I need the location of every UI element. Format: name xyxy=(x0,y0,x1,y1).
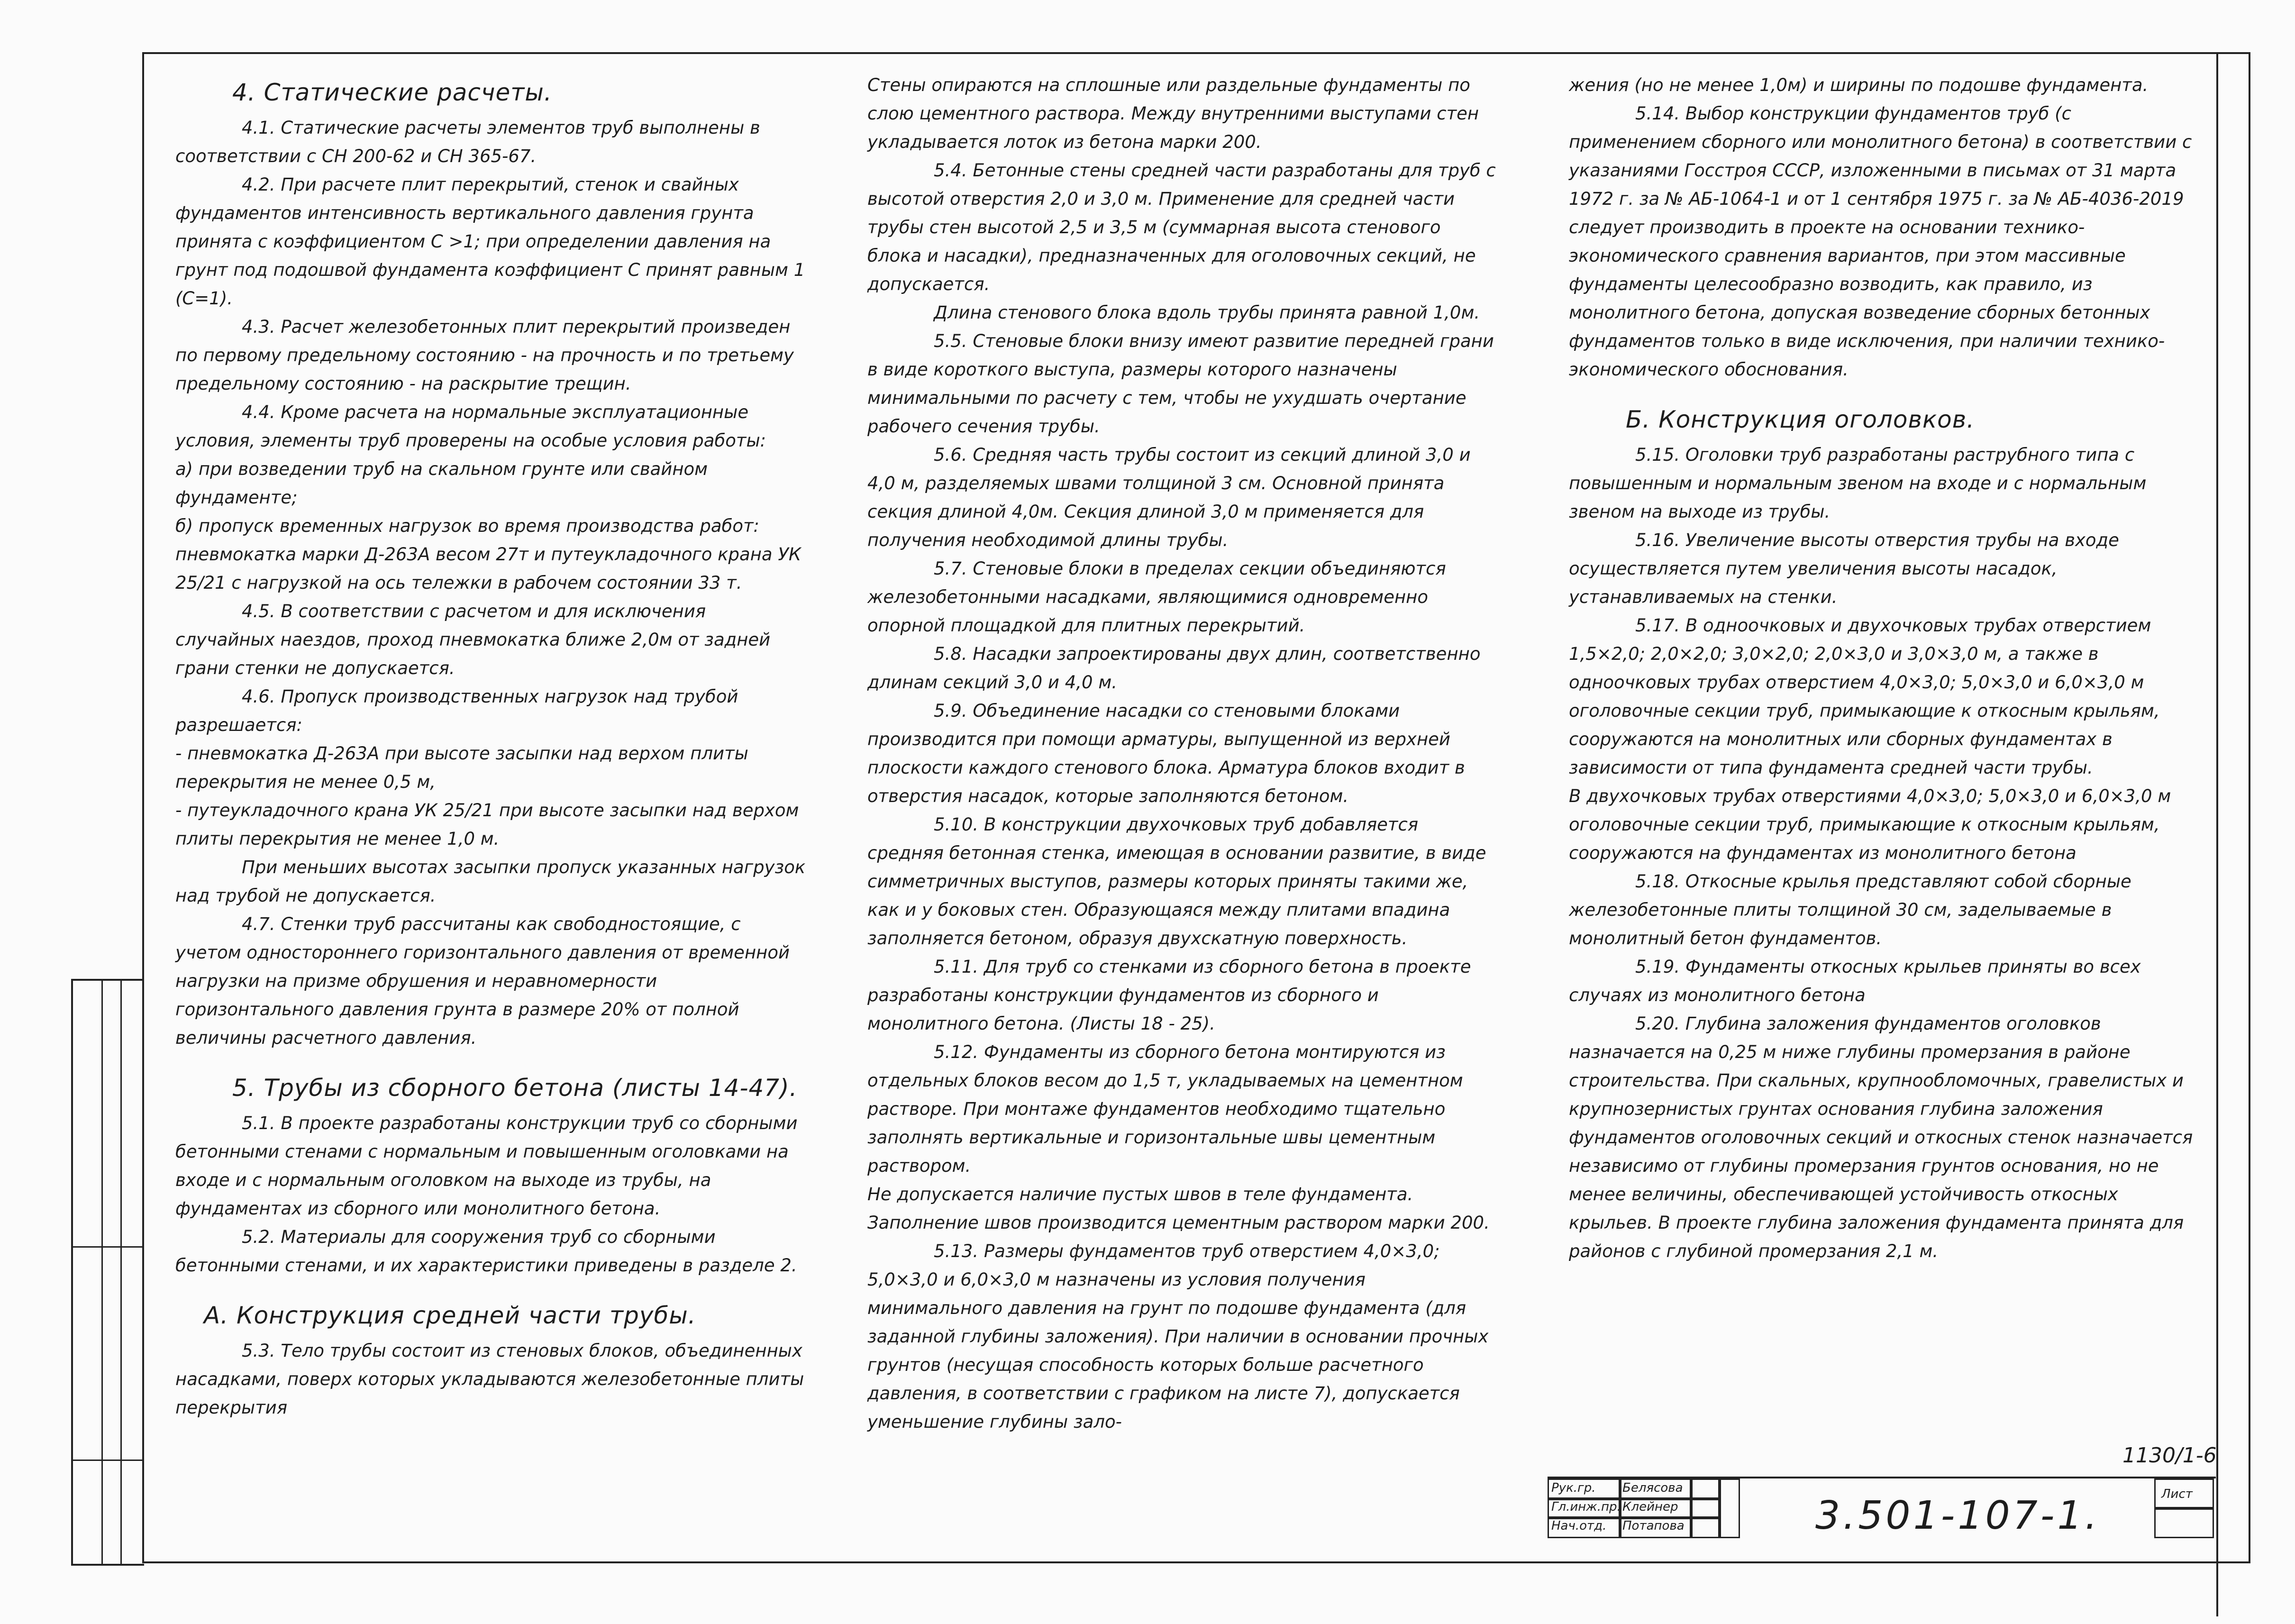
paragraph-5-3: 5.3. Тело трубы состоит из стеновых блоков, объединенных насадками, поверх которых укладываются железобетонные плиты перекрытия xyxy=(175,1341,804,1418)
section-heading-a: А. Конструкция средней части трубы. xyxy=(204,1302,696,1329)
paragraph-4-4b: б) пропуск временных нагрузок во время производства работ: пневмокатка марки Д-263А весом 27т и путеукладочного крана УК 25/21 с нагрузкой на ось тележки в рабочем состоянии 33 т. xyxy=(175,516,801,593)
sheet-id: 1130/1-6 xyxy=(2122,1443,2217,1468)
paragraph-5-12: 5.12. Фундаменты из сборного бетона монтируются из отдельных блоков весом до 1,5 т, укладываемых на цементном растворе. При монтаже фундаментов необходимо тщательно заполнять вертикальные и горизонтальные швы цементным раствором. xyxy=(867,1042,1463,1176)
paragraph-5-4: 5.4. Бетонные стены средней части разработаны для труб с высотой отверстия 2,0 и 3,0 м. Применение для средней части трубы стен высотой 2,5 и 3,5 м (суммарная высота стенового блока и насадки), предназначенных для оголовочных секций, не допускается. xyxy=(867,160,1496,294)
paragraph-5-13: 5.13. Размеры фундаментов труб отверстием 4,0×3,0; 5,0×3,0 и 6,0×3,0 м назначены из условия получения минимального давления на грунт по подошве фундамента (для заданной глубины заложения). При наличии в основании прочных грунтов (несущая способность которых больше расчетного давления, в соответствии с графиком на листе 7), допускается уменьшение глубины зало- xyxy=(867,1241,1489,1432)
paragraph-5-16: 5.16. Увеличение высоты отверстия трубы на входе осуществляется путем увеличения высоты насадок, устанавливаемых на стенки. xyxy=(1569,530,2119,607)
stamp-name-1: Белясова xyxy=(1622,1481,1683,1495)
paragraph-4-6a: - пневмокатка Д-263А при высоте засыпки над верхом плиты перекрытия не менее 0,5 м, xyxy=(175,743,748,792)
stamp-role-1: Рук.гр. xyxy=(1551,1481,1596,1495)
paragraph-5-12b: Не допускается наличие пустых швов в теле фундамента. Заполнение швов производится цементным раствором марки 200. xyxy=(867,1184,1490,1233)
paragraph-4-4a: а) при возведении труб на скальном грунте или свайном фундаменте; xyxy=(175,459,708,508)
document-code: 3.501-107-1. xyxy=(1815,1493,2100,1538)
paragraph-5-4b: Длина стенового блока вдоль трубы принята равной 1,0м. xyxy=(934,302,1480,323)
section-heading-5: 5. Трубы из сборного бетона (листы 14-47). xyxy=(232,1074,798,1102)
paragraph-5-18: 5.18. Откосные крылья представляют собой сборные железобетонные плиты толщиной 30 см, заделываемые в монолитный бетон фундаментов. xyxy=(1569,871,2131,949)
text-column-1 xyxy=(175,71,806,1422)
stamp-name-2: Клейнер xyxy=(1622,1500,1678,1514)
section-heading-4: 4. Статические расчеты. xyxy=(232,79,552,106)
paragraph-5-3-cont: Стены опираются на сплошные или раздельные фундаменты по слою цементного раствора. Между внутренними выступами стен укладывается лоток из бетона марки 200. xyxy=(867,75,1479,152)
paragraph-4-6c: При меньших высотах засыпки пропуск указанных нагрузок над трубой не допускается. xyxy=(175,857,806,906)
paragraph-5-11: 5.11. Для труб со стенками из сборного бетона в проекте разработаны конструкции фундаментов из сборного и монолитного бетона. (Листы 18 - 25). xyxy=(867,957,1471,1034)
stamp-sheet-label: Лист xyxy=(2161,1487,2193,1501)
paragraph-5-14: 5.14. Выбор конструкции фундаментов труб (с применением сборного или монолитного бетона) в соответствии с указаниями Госстроя СССР, изложенными в письмах от 31 марта 1972 г. за № АБ-1064-1 и от 1 сентября 1975 г. за № АБ-4036-2019 следует производить в проекте на основании технико-экономического сравнения вариантов, при этом массивные фундаменты целесообразно возводить, как правило, из монолитного бетона, допуская возведение сборных бетонных фундаментов только в виде исключения, при наличии технико-экономического обоснования. xyxy=(1569,103,2192,380)
paragraph-5-2: 5.2. Материалы для сооружения труб со сборными бетонными стенами, и их характеристики приведены в разделе 2. xyxy=(175,1227,797,1276)
paragraph-5-5: 5.5. Стеновые блоки внизу имеют развитие передней грани в виде короткого выступа, размеры которого назначены минимальными по расчету с тем, чтобы не ухудшать очертание рабочего сечения трубы. xyxy=(867,331,1494,437)
text-column-2 xyxy=(867,71,1498,1436)
paragraph-4-5: 4.5. В соответствии с расчетом и для исключения случайных наездов, проход пневмокатка ближе 2,0м от задней грани стенки не допускается. xyxy=(175,601,771,678)
paragraph-5-10: 5.10. В конструкции двухочковых труб добавляется средняя бетонная стенка, имеющая в основании развитие, в виде симметричных выступов, размеры которых приняты такими же, как и у боковых стен. Образующаяся между плитами впадина заполняется бетоном, образуя двухскатную поверхность. xyxy=(867,814,1486,949)
paragraph-5-8: 5.8. Насадки запроектированы двух длин, соответственно длинам секций 3,0 и 4,0 м. xyxy=(867,644,1481,693)
paragraph-5-20: 5.20. Глубина заложения фундаментов оголовков назначается на 0,25 м ниже глубины промерзания в районе строительства. При скальных, крупнообломочных, гравелистых и крупнозернистых грунтах основания глубина заложения фундаментов оголовочных секций и откосных стенок назначается независимо от глубины промерзания грунтов основания, но не менее величины, обеспечивающей устойчивость откосных крыльев. В проекте глубина заложения фундамента принята для районов с глубиной промерзания 2,1 м. xyxy=(1569,1013,2193,1261)
paragraph-5-15: 5.15. Оголовки труб разработаны раструбного типа с повышенным и нормальным звеном на входе и с нормальным звеном на выходе из трубы. xyxy=(1569,445,2147,522)
paragraph-4-6: 4.6. Пропуск производственных нагрузок над трубой разрешается: xyxy=(175,686,738,735)
stamp-role-2: Гл.инж.пр. xyxy=(1551,1500,1621,1514)
paragraph-5-6: 5.6. Средняя часть трубы состоит из секций длиной 3,0 и 4,0 м, разделяемых швами толщиной 3 см. Основной принята секция длиной 4,0м. Секция длиной 3,0 м применяется для получения необходимой длины трубы. xyxy=(867,445,1471,550)
paragraph-5-1: 5.1. В проекте разработаны конструкции труб со сборными бетонными стенами с нормальным и повышенным оголовками на входе и с нормальным оголовком на выходе из трубы, на фундаментах из сборного или монолитного бетона. xyxy=(175,1113,798,1219)
paragraph-5-9: 5.9. Объединение насадки со стеновыми блоками производится при помощи арматуры, выпущенной из верхней плоскости каждого стенового блока. Арматура блоков входит в отверстия насадок, которые заполняются бетоном. xyxy=(867,701,1465,806)
paragraph-4-6b: - путеукладочного крана УК 25/21 при высоте засыпки над верхом плиты перекрытия не менее 1,0 м. xyxy=(175,800,799,849)
text-column-3 xyxy=(1569,71,2199,1266)
stamp-role-3: Нач.отд. xyxy=(1551,1519,1607,1533)
paragraph-4-2: 4.2. При расчете плит перекрытий, стенок и свайных фундаментов интенсивность вертикального давления грунта принята с коэффициентом С >1; при определении давления на грунт под подошвой фундамента коэффициент С принят равным 1 (С=1). xyxy=(175,174,805,309)
paragraph-4-4: 4.4. Кроме расчета на нормальные эксплуатационные условия, элементы труб проверены на особые условия работы: xyxy=(175,402,766,451)
paragraph-5-17: 5.17. В одноочковых и двухочковых трубах отверстием 1,5×2,0; 2,0×2,0; 3,0×2,0; 2,0×3,0 и 3,0×3,0 м, а также в одноочковых трубах отверстием 4,0×3,0; 5,0×3,0 и 6,0×3,0 м оголовочные секции труб, примыкающие к откосным крыльям, сооружаются на монолитных или сборных фундаментах в зависимости от типа фундамента средней части трубы. xyxy=(1569,615,2160,778)
paragraph-4-1: 4.1. Статические расчеты элементов труб выполнены в соответствии с СН 200-62 и СН 365-67. xyxy=(175,118,760,166)
paragraph-5-19: 5.19. Фундаменты откосных крыльев приняты во всех случаях из монолитного бетона xyxy=(1569,957,2141,1005)
paragraph-4-7: 4.7. Стенки труб рассчитаны как свободностоящие, с учетом одностороннего горизонтального давления от временной нагрузки на призме обрушения и неравномерности горизонтального давления грунта в размере 20% от полной величины расчетного давления. xyxy=(175,914,790,1048)
paragraph-5-17b: В двухочковых трубах отверстиями 4,0×3,0; 5,0×3,0 и 6,0×3,0 м оголовочные секции труб, примыкающие к откосным крыльям, сооружаются на фундаментах из монолитного бетона xyxy=(1569,786,2171,863)
section-heading-b: Б. Конструкция оголовков. xyxy=(1626,406,1975,433)
paragraph-4-3: 4.3. Расчет железобетонных плит перекрытий произведен по первому предельному состоянию - на прочность и по третьему предельному состоянию - на раскрытие трещин. xyxy=(175,317,794,394)
left-margin-table xyxy=(71,979,144,1566)
paragraph-5-7: 5.7. Стеновые блоки в пределах секции объединяются железобетонными насадками, являющимися одновременно опорной площадкой для плитных перекрытий. xyxy=(867,558,1446,636)
stamp-name-3: Потапова xyxy=(1622,1519,1685,1533)
right-border-line xyxy=(2216,52,2218,1616)
paragraph-5-13-cont: жения (но не менее 1,0м) и ширины по подошве фундамента. xyxy=(1569,75,2149,95)
